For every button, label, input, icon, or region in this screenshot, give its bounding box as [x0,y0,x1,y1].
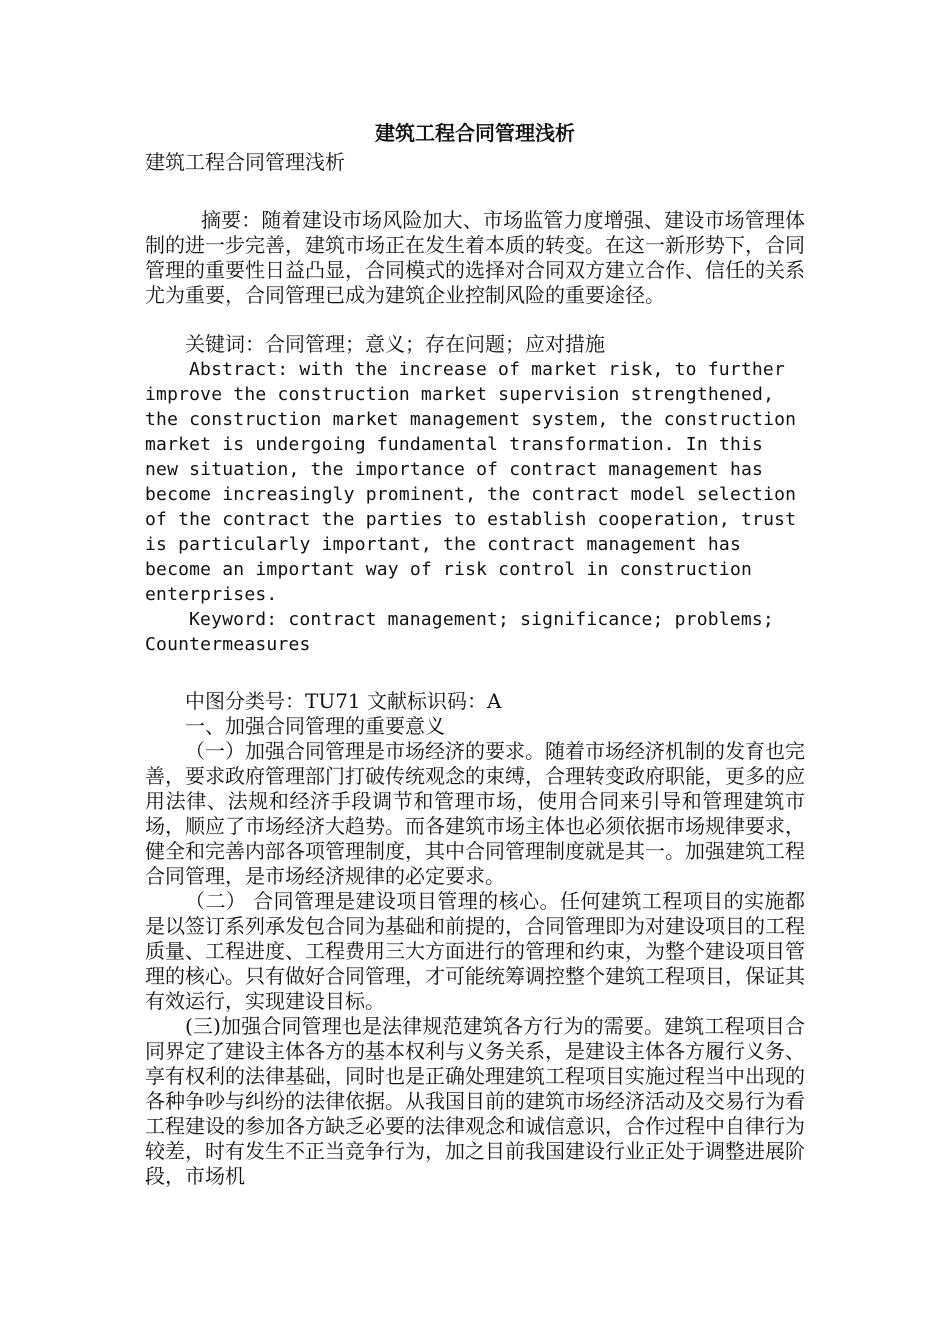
abstract-en: Abstract: with the increase of market risk, to further improve the construction market supervision strengthened, the construction market management system, the construction market is undergoing fundamental transformation. In this new situation, the importance of contract management has become increasingly prominent, the contract model selection of the contract the parties to establish cooperation, trust is particularly important, the contract management has become an important way of risk control in construction enterprises. [145,359,797,605]
keywords-en: Keyword: contract management; significance; problems; Countermeasures [145,609,774,655]
paragraph-2: （二） 合同管理是建设项目管理的核心。任何建筑工程项目的实施都是以签订系列承发包合同为基础和前提的，合同管理即为对建设项目的工程质量、工程进度、工程费用三大方面进行的管理和约束，为整个建设项目管理的核心。只有做好合同管理，才可能统筹调控整个建筑工程项目，保证其有效运行，实现建设目标。 [145,889,805,1013]
document-title: 建筑工程合同管理浅析 [375,121,575,145]
spacer [145,657,805,689]
paragraph-3: (三)加强合同管理也是法律规范建筑各方行为的需要。建筑工程项目合同界定了建设主体各方的基本权利与义务关系，是建设主体各方履行义务、享有权利的法律基础，同时也是正确处理建筑工程项目实施过程当中出现的各种争吵与纠纷的法律依据。从我国目前的建筑市场经济活动及交易行为看工程建设的参加各方缺乏必要的法律观念和诚信意识，合作过程中自律行为较差，时有发生不正当竞争行为，加之目前我国建设行业正处于调整进展阶段，市场机 [145,1014,805,1188]
spacer [145,308,805,332]
document-page [145,118,805,1189]
spacer [145,176,805,208]
classification-line: 中图分类号：TU71 文献标识码：A [185,689,502,713]
paragraph-1: （一）加强合同管理是市场经济的要求。随着市场经济机制的发育也完善，要求政府管理部门打破传统观念的束缚，合理转变政府职能，更多的应用法律、法规和经济手段调节和管理市场，使用合同来引导和管理建筑市场，顺应了市场经济大趋势。而各建筑市场主体也必须依据市场规律要求，健全和完善内部各项管理制度，其中合同管理制度就是其一。加强建筑工程合同管理，是市场经济规律的必定要求。 [145,739,805,888]
document-subtitle: 建筑工程合同管理浅析 [145,150,345,174]
keywords-cn: 关键词：合同管理；意义；存在问题；应对措施 [185,332,605,356]
section-heading: 一、加强合同管理的重要意义 [185,714,445,738]
abstract-cn: 摘要：随着建设市场风险加大、市场监管力度增强、建设市场管理体制的进一步完善，建筑市场正在发生着本质的转变。在这一新形势下，合同管理的重要性日益凸显，合同模式的选择对合同双方建立合作、信任的关系尤为重要，合同管理已成为建筑企业控制风险的重要途径。 [145,208,805,307]
